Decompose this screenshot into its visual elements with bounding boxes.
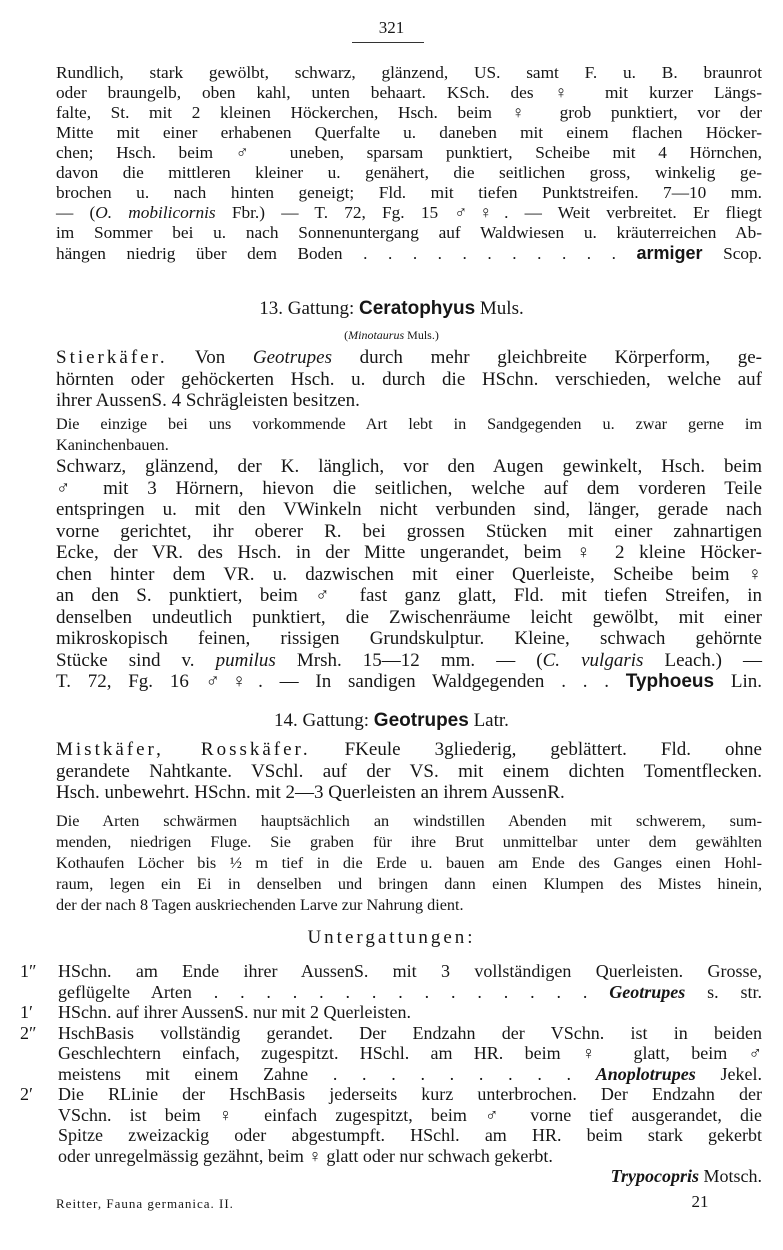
text-line: brochen u. nach hinten geneigt; Fld. mit tiefen Punktstreifen. 7—10 mm.	[56, 183, 762, 202]
key-row: oder unregelmässig gezähnt, beim ♀ glatt oder nur schwach gekerbt.	[58, 1145, 553, 1166]
text-line: falte, St. mit 2 kleinen Höckerchen, Hsch. beim ♀ grob punktiert, vor der	[56, 103, 762, 122]
key-row: Trypocopris Motsch.	[610, 1166, 762, 1186]
text-line: ihrer AussenS. 4 Schrägleisten besitzen.	[56, 390, 360, 411]
text-line: Stücke sind v. pumilus Mrsh. 15—12 mm. — (C. vulgaris Leach.) —	[56, 649, 763, 671]
subgenera-heading: Untergattungen:	[307, 927, 476, 948]
subgenus-name: Geotrupes	[609, 981, 686, 1002]
key-row: 2″ HschBasis vollständig gerandet. Der Endzahn der VSchn. ist in beiden	[20, 1022, 762, 1043]
common-name: Mistkäfer, Rosskäfer.	[56, 739, 311, 760]
synonym: O. mobilicornis	[95, 203, 216, 222]
key-row: Geschlechtern einfach, zugespitzt. HSchl. am HR. beim ♀ glatt, beim ♂	[58, 1043, 762, 1063]
text-line: Ecke, der VR. des Hsch. in der Mitte ungerandet, beim ♀ 2 kleine Höcker-	[56, 542, 762, 563]
text-line: Schwarz, glänzend, der K. länglich, vor den Augen gewinkelt, Hsch. beim	[56, 456, 762, 477]
subgenus-name: Trypocopris	[610, 1166, 699, 1186]
genus-description	[56, 347, 762, 412]
text-line: denselben undeutlich punktiert, die Zwischenräume leicht gewölbt, mit einer	[56, 606, 762, 628]
biology-note	[56, 811, 762, 916]
text-line: raum, legen ein Ei in denselben und bringen dann einen Klumpen des Mistes hinein,	[56, 875, 762, 893]
text-line: an den S. punktiert, beim ♂ fast ganz glatt, Fld. mit tiefen Streifen, in	[56, 585, 762, 606]
text-line: Kaninchenbauen.	[56, 436, 169, 454]
text-line: Die einzige bei uns vorkommende Art lebt in Sandgegenden u. zwar gerne im	[56, 415, 762, 433]
text-line: hörnten oder gehöckerten Hsch. u. durch die HSchn. verschieden, welche auf	[56, 368, 762, 390]
text-line: Mistkäfer, Rosskäfer. FKeule 3gliederig, geblättert. Fld. ohne	[56, 739, 762, 760]
footer-source: Reitter, Fauna germanica. II.	[56, 1196, 234, 1211]
text-line: chen hinter dem VR. u. dazwischen mit einer Querleiste, Scheibe beim ♀	[56, 563, 762, 585]
text-line: entspringen u. mit den VWinkeln nicht verbunden sind, länger, gerade nach	[56, 499, 762, 520]
key-row: 1′ HSchn. auf ihrer AussenS. nur mit 2 Querleisten.	[20, 1002, 411, 1022]
key-label: 2″	[20, 1022, 37, 1043]
text-line: — (O. mobilicornis Fbr.) — T. 72, Fg. 15 ♂♀. — Weit verbreitet. Er fliegt	[56, 203, 762, 222]
text-line: Die Arten schwärmen hauptsächlich an windstillen Abenden mit schwerem, sum-	[56, 812, 762, 830]
genus-description	[56, 739, 762, 804]
key-label: 1″	[20, 961, 37, 981]
subgenus-name: Anoplotrupes	[595, 1063, 696, 1084]
genus-name: Geotrupes	[373, 710, 469, 731]
genus-heading: 14. Gattung: Geotrupes Latr.	[274, 710, 509, 731]
text-line: mikroskopisch feinen, rissigen Grundskulptur. Kleine, schwach gehörnte	[56, 628, 762, 649]
text-line: Rundlich, stark gewölbt, schwarz, glänzend, US. samt F. u. B. braunrot	[56, 63, 762, 82]
genus-synonym: (Minotaurus Muls.)	[344, 328, 439, 342]
species-description	[56, 456, 762, 693]
text-line: Mitte mit einer erhabenen Querfalte u. daneben mit einem flachen Höcker-	[56, 123, 762, 142]
page-number-rule	[352, 42, 424, 43]
common-name: Stierkäfer.	[56, 347, 168, 368]
text-line: oder braungelb, oben kahl, unten behaart. KSch. des ♀ mit kurzer Längs-	[56, 83, 762, 102]
signature-number: 21	[691, 1192, 709, 1211]
page-number: 321	[378, 18, 405, 37]
text-line: hängen niedrig über dem Boden . . . . . . . . . . . armiger Scop.	[56, 243, 762, 263]
subgenera-key	[20, 961, 762, 1187]
key-row: 2′ Die RLinie der HschBasis jederseits kurz unterbrochen. Der Endzahn der	[20, 1084, 762, 1104]
text-line: gerandete Nahtkante. VSchl. auf der VS. mit einem dichten Tomentflecken.	[56, 760, 762, 782]
key-label: 2′	[20, 1084, 33, 1104]
text-line: davon die mittleren kleiner u. genähert, die seitlichen gross, winkelig ge-	[56, 163, 762, 182]
key-row: 1″ HSchn. am Ende ihrer AussenS. mit 3 vollständigen Querleisten. Grosse,	[20, 961, 762, 981]
key-row: meistens mit einem Zahne . . . . . . . . . Anoplotrupes Jekel.	[58, 1063, 762, 1084]
text-line: Hsch. unbewehrt. HSchn. mit 2—3 Querleisten an ihrem AussenR.	[56, 782, 565, 803]
species-name: armiger	[636, 243, 703, 263]
key-row: geflügelte Arten . . . . . . . . . . . . . . . Geotrupes s. str.	[58, 981, 762, 1002]
text-line: ♂ mit 3 Hörnern, hievon die seitlichen, welche auf dem vorderen Teile	[56, 477, 762, 499]
intro-paragraph	[56, 63, 762, 263]
text-line: im Sommer bei u. nach Sonnenuntergang auf Waldwiesen u. kräuterreichen Ab-	[56, 223, 762, 242]
key-row: Spitze zweizackig oder abgestumpft. HSchl. am HR. beim stark gekerbt	[58, 1125, 762, 1145]
genus-heading: 13. Gattung: Ceratophyus Muls.	[259, 298, 524, 319]
text-line: der der nach 8 Tagen auskriechenden Larve zur Nahrung dient.	[56, 896, 464, 914]
key-row: VSchn. ist beim ♀ einfach zugespitzt, beim ♂ vorne tief ausgerandet, die	[58, 1104, 762, 1125]
text-line: menden, niedrigen Fluge. Sie graben für ihre Brut unmittelbar unter dem gewählten	[56, 833, 762, 851]
genus-name: Ceratophyus	[359, 298, 476, 319]
text-line: T. 72, Fg. 16 ♂♀. — In sandigen Waldgegenden . . . Typhoeus Lin.	[56, 671, 762, 692]
habitat-note	[56, 414, 762, 456]
key-label: 1′	[20, 1002, 33, 1022]
text-line: Kothaufen Löcher bis ½ m tief in die Erde u. bauen am Ende des Ganges einen Hohl-	[56, 854, 762, 872]
text-line: chen; Hsch. beim ♂ uneben, sparsam punktiert, Scheibe mit 4 Hörnchen,	[56, 143, 762, 162]
text-line: Stierkäfer. Von Geotrupes durch mehr gleichbreite Körperform, ge-	[56, 347, 762, 368]
text-line: vorne gerichtet, ihr oberer R. bei grossen Stücken mit einer zahnartigen	[56, 520, 762, 542]
species-name: Typhoeus	[625, 671, 715, 692]
